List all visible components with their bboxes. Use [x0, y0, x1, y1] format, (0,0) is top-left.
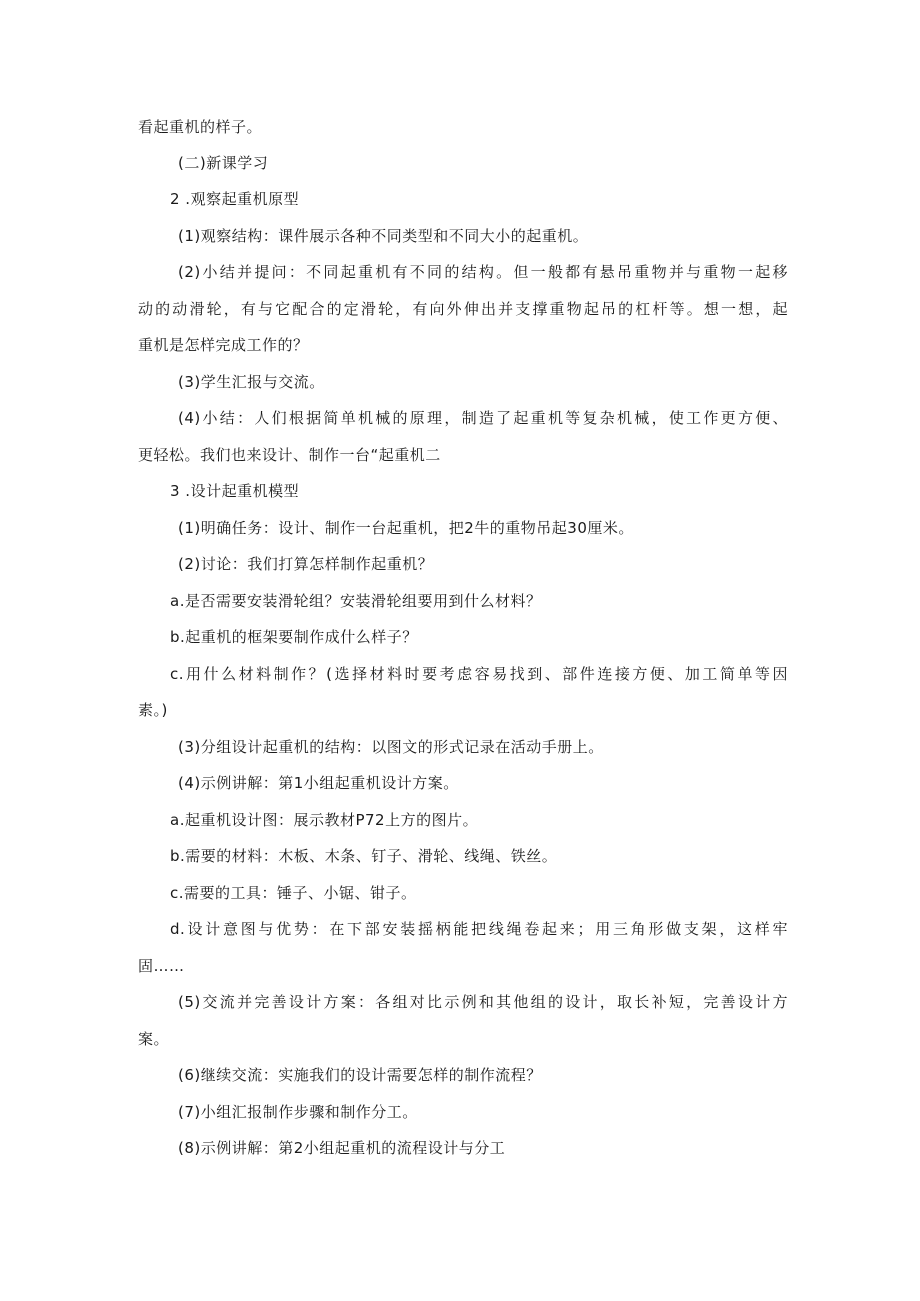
text-line-conclusion-1: (4)小结：人们根据简单机械的原理，制造了起重机等复杂机械，使工作更方便、 — [178, 409, 788, 427]
text-line-summary-question-3: 重机是怎样完成工作的？ — [138, 336, 309, 354]
text-line-continue-discussion: (6)继续交流：实施我们的设计需要怎样的制作流程？ — [178, 1066, 542, 1084]
heading-observe-crane: 2 .观察起重机原型 — [170, 190, 300, 208]
text-line-1: 看起重机的样子。 — [138, 118, 263, 136]
text-line-design-intent-1: d.设计意图与优势：在下部安装摇柄能把线绳卷起来；用三角形做支架，这样牢 — [170, 920, 788, 938]
text-line-summary-question-1: (2)小结并提问：不同起重机有不同的结构。但一般都有悬吊重物并与重物一起移 — [178, 263, 788, 281]
text-line-tools: c.需要的工具：锤子、小锯、钳子。 — [170, 884, 417, 902]
text-line-group-design: (3)分组设计起重机的结构：以图文的形式记录在活动手册上。 — [178, 738, 604, 756]
text-line-item-c-2: 素。) — [138, 701, 168, 719]
section-heading-new-lesson: (二)新课学习 — [178, 154, 269, 172]
text-line-example-2: (8)示例讲解：第2小组起重机的流程设计与分工 — [178, 1139, 506, 1157]
text-line-materials: b.需要的材料：木板、木条、钉子、滑轮、线绳、铁丝。 — [170, 847, 558, 865]
text-line-example-1: (4)示例讲解：第1小组起重机设计方案。 — [178, 774, 459, 792]
text-line-design-drawing: a.起重机设计图：展示教材P72上方的图片。 — [170, 811, 479, 829]
text-line-improve-design-1: (5)交流并完善设计方案：各组对比示例和其他组的设计，取长补短，完善设计方 — [178, 993, 788, 1011]
text-line-item-b: b.起重机的框架要制作成什么样子？ — [170, 628, 418, 646]
text-line-summary-question-2: 动的动滑轮，有与它配合的定滑轮，有向外伸出并支撑重物起吊的杠杆等。想一想，起 — [138, 300, 788, 318]
text-line-item-c-1: c.用什么材料制作？(选择材料时要考虑容易找到、部件连接方便、加工简单等因 — [170, 665, 788, 683]
text-line-design-intent-2: 固…… — [138, 957, 185, 975]
text-line-student-report: (3)学生汇报与交流。 — [178, 373, 325, 391]
text-line-group-report: (7)小组汇报制作步骤和制作分工。 — [178, 1103, 418, 1121]
text-line-conclusion-2: 更轻松。我们也来设计、制作一台“起重机二 — [138, 446, 441, 464]
text-line-item-a: a.是否需要安装滑轮组？安装滑轮组要用到什么材料？ — [170, 592, 542, 610]
heading-design-crane-model: 3 .设计起重机模型 — [170, 482, 300, 500]
text-line-improve-design-2: 案。 — [138, 1030, 170, 1048]
text-line-observe-structure: (1)观察结构：课件展示各种不同类型和不同大小的起重机。 — [178, 227, 589, 245]
text-line-task: (1)明确任务：设计、制作一台起重机，把2牛的重物吊起30厘米。 — [178, 519, 634, 537]
text-line-discussion: (2)讨论：我们打算怎样制作起重机？ — [178, 555, 434, 573]
